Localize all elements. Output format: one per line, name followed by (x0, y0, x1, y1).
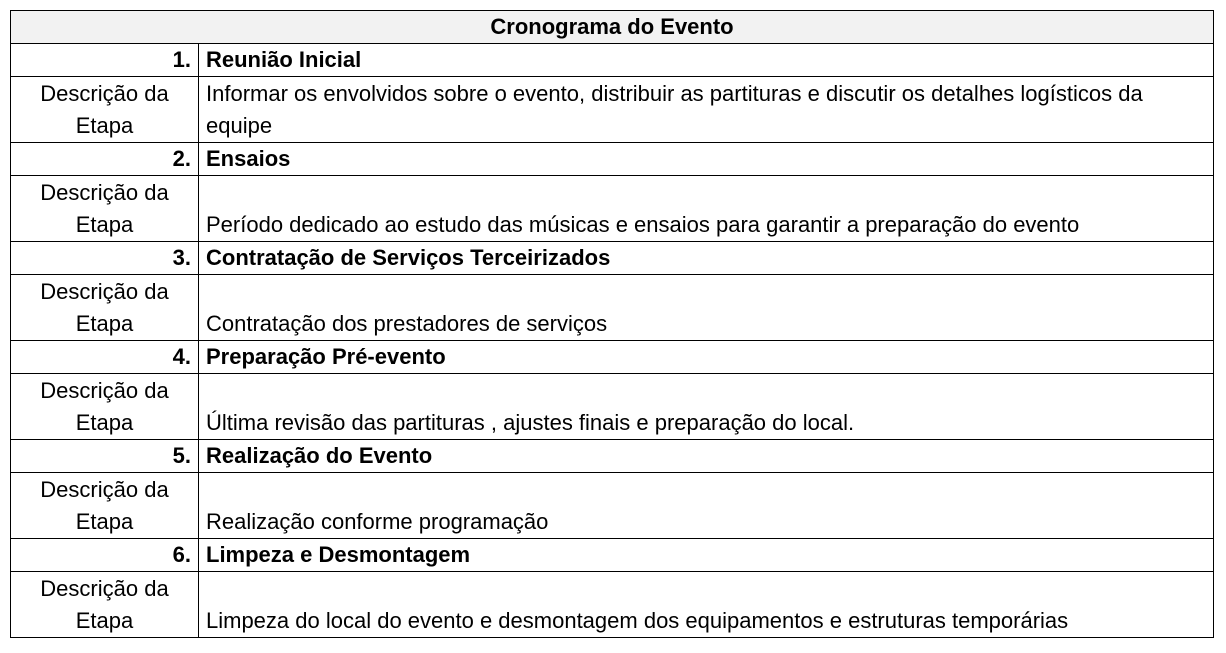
description-label: Descrição da Etapa (11, 176, 199, 242)
stage-description-row (11, 473, 1214, 539)
description-label: Descrição da Etapa (11, 275, 199, 341)
description-label: Descrição da Etapa (11, 473, 199, 539)
event-schedule-table (10, 10, 1214, 638)
description-label: Descrição da Etapa (11, 374, 199, 440)
stage-number: 2. (11, 143, 199, 176)
stage-description: Limpeza do local do evento e desmontagem dos equipamentos e estruturas temporárias (199, 572, 1214, 638)
stage-row (11, 44, 1214, 77)
stage-description-row (11, 275, 1214, 341)
stage-description: Período dedicado ao estudo das músicas e ensaios para garantir a preparação do evento (199, 176, 1214, 242)
stage-title: Preparação Pré-evento (199, 341, 1214, 374)
stage-number: 5. (11, 440, 199, 473)
stage-number: 4. (11, 341, 199, 374)
stage-title: Contratação de Serviços Terceirizados (199, 242, 1214, 275)
description-label: Descrição da Etapa (11, 572, 199, 638)
stage-description-row (11, 572, 1214, 638)
stage-description: Contratação dos prestadores de serviços (199, 275, 1214, 341)
stage-description-row (11, 176, 1214, 242)
stage-row (11, 440, 1214, 473)
stage-title: Realização do Evento (199, 440, 1214, 473)
stage-row (11, 242, 1214, 275)
stage-description: Realização conforme programação (199, 473, 1214, 539)
stage-description-row (11, 77, 1214, 143)
stage-row (11, 341, 1214, 374)
table-title-row (11, 11, 1214, 44)
stage-row (11, 539, 1214, 572)
stage-title: Ensaios (199, 143, 1214, 176)
stage-number: 6. (11, 539, 199, 572)
stage-number: 3. (11, 242, 199, 275)
stage-number: 1. (11, 44, 199, 77)
stage-row (11, 143, 1214, 176)
stage-description-row (11, 374, 1214, 440)
stage-description: Informar os envolvidos sobre o evento, distribuir as partituras e discutir os detalhes logísticos da equipe (199, 77, 1214, 143)
stage-description: Última revisão das partituras , ajustes finais e preparação do local. (199, 374, 1214, 440)
description-label: Descrição da Etapa (11, 77, 199, 143)
table-title: Cronograma do Evento (11, 11, 1214, 44)
stage-title: Reunião Inicial (199, 44, 1214, 77)
stage-title: Limpeza e Desmontagem (199, 539, 1214, 572)
